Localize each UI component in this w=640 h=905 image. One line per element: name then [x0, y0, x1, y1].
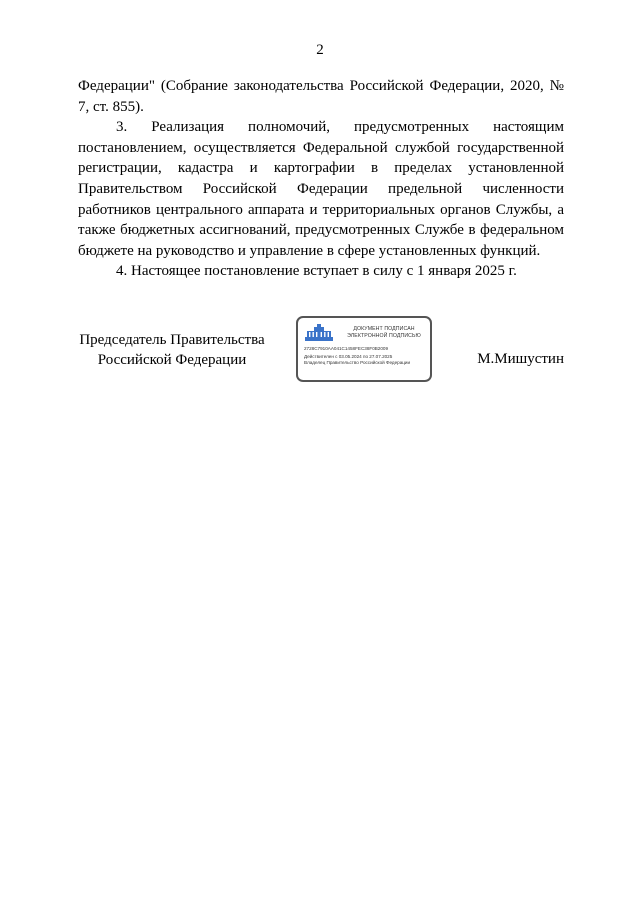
- page-number: 2: [316, 42, 324, 58]
- stamp-title-line-1: ДОКУМЕНТ ПОДПИСАН: [353, 326, 415, 332]
- electronic-signature-stamp: [296, 316, 432, 382]
- signatory-position: [72, 330, 272, 370]
- signatory-position-line-2: Российской Федерации: [97, 352, 247, 368]
- paragraph-4: 4. Настоящее постановление вступает в силу с 1 января 2025 г.: [116, 263, 517, 280]
- stamp-title: [338, 326, 430, 339]
- signatory-position-line-1: Председатель Правительства: [79, 332, 265, 348]
- paragraph-3: 3. Реализация полномочий, предусмотренных настоящим постановлением, осуществляется Федеральной службой государственной регистрации, кадастра и картографии в пределах установленной Правительством Российской Федерации предельной численности работников центрального аппарата и территориальных органов Службы, а также бюджетных ассигнований, предусмотренных Службе в федеральном бюджете на руководство и управление в сфере установленных функций.: [78, 119, 564, 259]
- stamp-title-line-2: ЭЛЕКТРОННОЙ ПОДПИСЬЮ: [347, 332, 421, 339]
- government-building-icon: [304, 324, 334, 342]
- stamp-validity-period: Действителен с 03.05.2024 по 27.07.2025: [304, 354, 393, 359]
- stamp-certificate-serial: 2728C7910AA041C1458FEC38F0B2009: [304, 346, 389, 351]
- signer-name: М.Мишустин: [477, 351, 564, 367]
- paragraph-continuation: Федерации" (Собрание законодательства Российской Федерации, 2020, № 7, ст. 855).: [78, 78, 564, 115]
- document-body: [78, 76, 564, 282]
- stamp-certificate-owner: Владелец Правительство Российской Федерации: [304, 360, 411, 365]
